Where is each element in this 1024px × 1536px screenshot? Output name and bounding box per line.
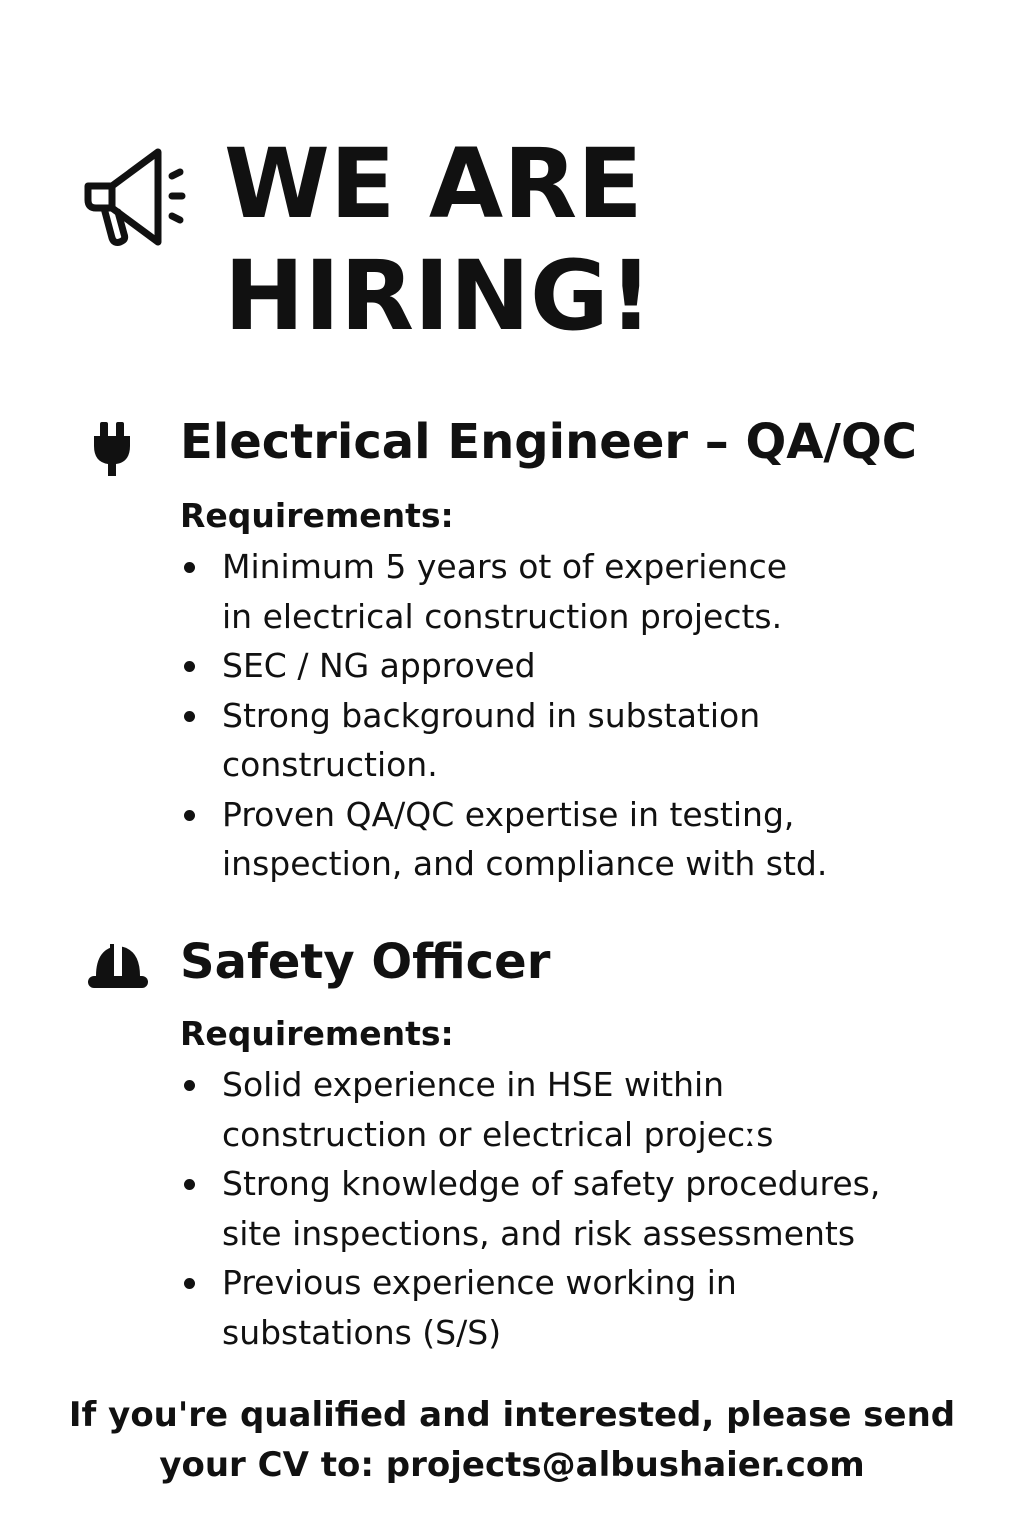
plug-icon	[86, 418, 150, 478]
list-item-line: Solid experience in HSE within	[222, 1065, 725, 1104]
list-item-line: Previous experience working in	[222, 1263, 737, 1302]
list-item-line: Strong background in substation	[222, 695, 761, 735]
list-item	[180, 691, 980, 790]
list-item	[180, 641, 980, 691]
requirements-label: Requirements:	[180, 496, 454, 535]
list-item	[180, 1060, 980, 1159]
headline-line-2: HIRING!	[224, 240, 653, 352]
megaphone-icon	[82, 146, 192, 250]
list-item	[180, 1159, 980, 1258]
list-item-line: construction or electrical projecːs	[222, 1114, 774, 1154]
hard-hat-icon	[86, 934, 150, 994]
list-item-line: Minimum 5 years ot of experience	[222, 547, 788, 586]
list-item	[180, 790, 980, 889]
requirements-list	[180, 1060, 980, 1357]
list-item-line: site inspections, and risk assessments	[222, 1213, 856, 1253]
list-item-line: in electrical construction projects.	[222, 596, 783, 636]
job-title: Electrical Engineer – QA/QC	[180, 414, 917, 470]
list-item-line: inspection, and compliance with std.	[222, 844, 828, 883]
list-item-line: construction.	[222, 745, 438, 784]
headline	[224, 128, 653, 352]
requirements-list	[180, 542, 980, 889]
headline-line-1: WE ARE	[224, 128, 643, 240]
list-item-line: Proven QA/QC expertise in testing,	[222, 794, 795, 834]
footer-line-1: If you're qualified and interested, please send	[68, 1395, 956, 1435]
footer-line-2: your CV to: projects@albushaier.com	[159, 1445, 865, 1485]
list-item	[180, 542, 980, 641]
list-item-line: SEC / NG approved	[222, 646, 536, 685]
footer-call-to-action	[0, 1390, 1024, 1490]
job-title: Safety Officer	[180, 934, 551, 990]
list-item	[180, 1258, 980, 1357]
list-item-line: substations (S/S)	[222, 1312, 502, 1352]
list-item-line: Strong knowledge of safety procedures,	[222, 1164, 881, 1203]
requirements-label: Requirements:	[180, 1014, 454, 1053]
